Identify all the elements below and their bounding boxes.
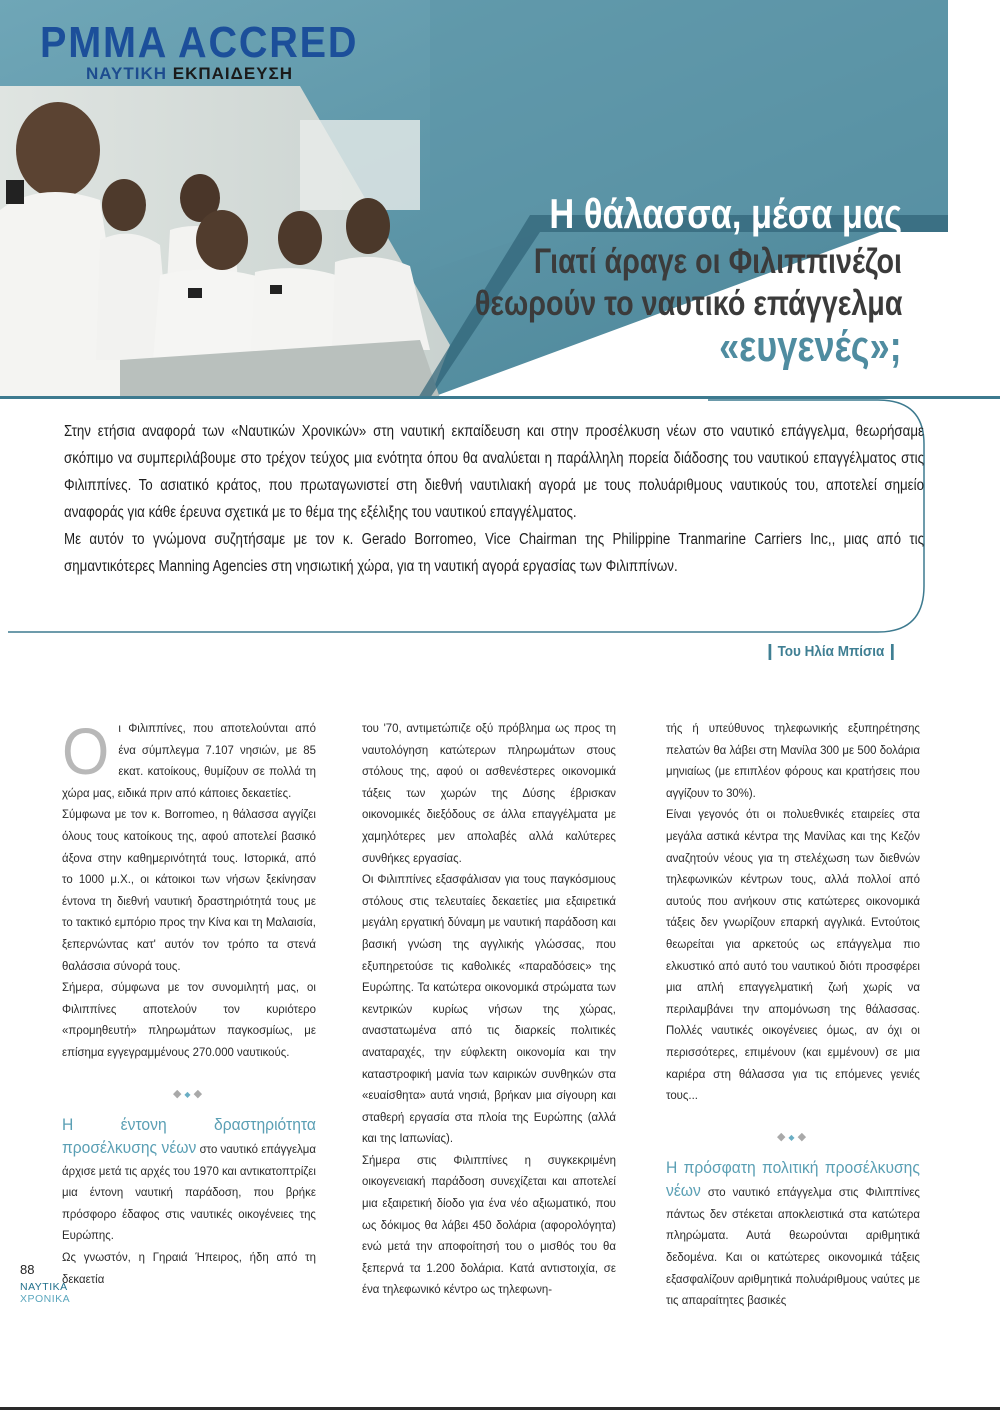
column-3-paragraph-3	[666, 1157, 920, 1312]
drop-cap: Ο	[62, 714, 110, 788]
section-label	[86, 64, 293, 84]
byline	[763, 643, 900, 660]
column-2-paragraph-3: Σήμερα στις Φιλιππίνες η συγκεκριμένη οικογενειακή παράδοση συνεχίζεται και αποτελεί μια εξαιρετική δίοδο για ένα νέο αξιωματικό, που ως δόκιμος θα λάβει 450 δολάρια (αφορολόγητα) ενώ μετά την αποφοίτησή του ο μισθός του θα ξεπερνά τα 1.200 δολάρια. Κατά αντιστοιχία, σε ένα τηλεφωνικό κέντρο ως τηλεφωνη-	[362, 1152, 616, 1297]
byline-text: Του Ηλία Μπίσια	[777, 643, 885, 660]
title-line-4: «ευγενές»;	[719, 322, 902, 371]
intro-text	[64, 418, 924, 580]
column-2	[362, 718, 616, 1301]
section-divider-diamonds: ◆◆◆	[172, 1087, 206, 1100]
column-1	[62, 714, 316, 1290]
column-1-subhead: Η έντονη δραστηριότητα προσέλκυσης νέων	[62, 1114, 316, 1158]
title-line-1: Η θάλασσα, μέσα μας	[549, 190, 902, 237]
bottom-rule	[0, 1407, 1000, 1410]
column-2-paragraph-2: Οι Φιλιππίνες εξασφάλισαν για τους παγκόσμιους στόλους στις τελευταίες δεκαετίες μια εξαιρετικά μεγάλη εργατική δύναμη με ναυτική παράδοση και βασική γνώση της αγγλικής γλώσσας, που εξυπηρετούσε τις καθολικές «παραδόσεις» της Ευρώπης. Τα κατώτερα οικονομικά στρώματα των κεντρικών κυρίως νήσων της χώρας, αναστατωμένα από τις διαρκείς πολιτικές αναταραχές, την εύφλεκτη οικονομία και την καταστροφική μανία των καιρικών συνθηκών στα «ευαίσθητα» αυτά νησιά, βρήκαν μια σίγουρη και σταθερή εργασία στα πλοία της Ευρώπης (αλλά και της Ιαπωνίας).	[362, 872, 616, 1146]
intro-paragraph-1: Στην ετήσια αναφορά των «Ναυτικών Χρονικών» στη ναυτική εκπαίδευση και στην προσέλκυση νέων στο ναυτικό επάγγελμα, θεωρήσαμε σκόπιμο να συμπεριλάβουμε στο τρέχον τεύχος μια ενότητα όπου θα αναλύεται η παράλληλη πορεία διάδοσης του ναυτικού επαγγέλματος στις Φιλιππίνες. Το ασιατικό κράτος, που πρωταγωνιστεί στη διεθνή ναυτιλιακή αγορά με τους πολυάριθμους ναυτικούς του, αποτελεί σημείο αναφοράς για κάθε έρευνα σχετικά με το θέμα της εξέλιξης του ναυτικού επαγγέλματος.	[64, 423, 924, 521]
column-1-paragraph-2: Σύμφωνα με τον κ. Borromeo, η θάλασσα αγγίζει όλους τους κατοίκους της, αφού αποτελεί βασικό άξονα στην καθημερινότητά τους. Ιστορικά, από το 1000 μ.Χ., οι κάτοικοι των νήσων ξεκίνησαν έντονα τη διεθνή ναυτική δραστηριότητά τους με το τακτικό εμπόριο προς την Κίνα και τη Μαλαισία, ξεπερνώντας κατ' αυτόν τον τρόπο τα στενά θαλάσσια σύνορά τους.	[62, 807, 316, 973]
column-3-p3-text: στο ναυτικό επάγγελμα στις Φιλιππίνες πάντως δεν στέκεται αποκλειστικά στα κατώτερα πληρώματα. Αυτά θεωρούνται αριθμητικά δεδομένα. Και οι κατώτερες οικονομικά τάξεις εξασφαλίζουν αριθμητικά πολυάριθμους ναύτες με τις απαραίτητες βασικές	[666, 1185, 920, 1308]
section-word-1: ΝΑΥΤΙΚΗ	[86, 64, 168, 83]
column-1-paragraph-1	[62, 714, 316, 804]
magazine-name-line-2: ΧΡΟΝΙΚΑ	[20, 1293, 71, 1305]
title-line-2: Γιατί άραγε οι Φιλιππινέζοι	[533, 242, 902, 281]
column-1-paragraph-3: Σήμερα, σύμφωνα με τον συνομιλητή μας, οι Φιλιππίνες αποτελούν τον κυριότερο «προμηθευτή» πληρωμάτων παγκοσμίως, με επίσημα εγγεγραμμένους 270.000 ναυτικούς.	[62, 980, 316, 1059]
page-number: 88	[20, 1262, 35, 1277]
column-3-paragraph-2: Είναι γεγονός ότι οι πολυεθνικές εταιρείες στα μεγάλα αστικά κέντρα της Μανίλας και της Κεζόν αναζητούν νέους για τη στελέχωση των διεθνών τηλεφωνικών κέντρων τους, αλλά πολλοί από αυτούς που ανήκουν στις κατώτερες οικονομικά τάξεις δεν γνωρίζουν επαρκή αγγλικά. Εντούτοις θεωρείται για αρκετούς ως επάγγελμα πιο ελκυστικό από αυτό του ναυτικού διότι προσφέρει μια απλή επαγγελματική ζωή χωρίς να περιλαμβάνει την απομόνωση της θάλασσας. Πολλές ναυτικές οικογένειες όμως, αν όχι οι περισσότερες, επιμένουν (και εμμένουν) σε μια καριέρα στη θάλασσα για τις επόμενες γενιές τους...	[666, 807, 920, 1103]
intro-paragraph-2: Με αυτόν το γνώμονα συζητήσαμε με τον κ. Gerado Borromeo, Vice Chairman της Philippine Tranmarine Carriers Inc,, μιας από τις σημαντικότερες Manning Agencies στη νησιωτική χώρα, για τη ναυτική αγορά εργασίας των Φιλιππίνων.	[64, 531, 924, 575]
title-line-3: θεωρούν το ναυτικό επάγγελμα	[474, 284, 902, 323]
column-3	[666, 718, 920, 1312]
column-2-paragraph-1: του '70, αντιμετώπιζε οξύ πρόβλημα ως προς τη ναυτολόγηση κατώτερων πληρωμάτων στους στόλους της, αφού οι ασθενέστερες οικονομικά τάξεις των χωρών της Δύσης έβρισκαν οικονομικές διεξόδους σε άλλα επαγγέλματα με χαμηλότερες μεν απολαβές αλλά καλύτερες συνθήκες εργασίας.	[362, 721, 616, 865]
column-1-paragraph-5: Ως γνωστόν, η Γηραιά Ήπειρος, ήδη από τη δεκαετία	[62, 1250, 316, 1286]
byline-bar-left	[769, 644, 772, 660]
column-1-p1-text: ι Φιλιππίνες, που αποτελούνται από ένα σύμπλεγμα 7.107 νησιών, με 85 εκατ. κατοίκους, θυμίζουν σε πολλά τη χώρα μας, ειδικά πριν από κάποιες δεκαετίες.	[62, 721, 316, 800]
byline-bar-right	[891, 644, 894, 660]
section-word-2: ΕΚΠΑΙΔΕΥΣΗ	[172, 64, 294, 83]
column-3-subhead: Η πρόσφατη πολιτική προσέλκυσης νέων	[666, 1157, 920, 1201]
column-1-p4-text: στο ναυτικό επάγγελμα άρχισε μετά τις αρχές του 1970 και αντικατοπτρίζει μια έντονη ναυτική παράδοση, που βρήκε πρόσφορο έδαφος στις ναυτικές οικογένειες της Ευρώπης.	[62, 1142, 316, 1243]
column-1-paragraph-4	[62, 1114, 316, 1248]
intro-box	[8, 398, 932, 634]
header-banner	[0, 0, 1000, 400]
section-divider-diamonds-2: ◆◆◆	[776, 1130, 810, 1143]
magazine-name-line-1: ΝΑΥΤΙΚΑ	[20, 1281, 68, 1293]
column-3-paragraph-1: τής ή υπεύθυνος τηλεφωνικής εξυπηρέτησης πελατών θα λάβει στη Μανίλα 300 με 500 δολάρια μηνιαίως (με επιπλέον φόρους και κρατήσεις που αγγίζουν το 30%).	[666, 721, 920, 800]
accred-banner-text: PMMA ACCRED	[40, 18, 359, 67]
